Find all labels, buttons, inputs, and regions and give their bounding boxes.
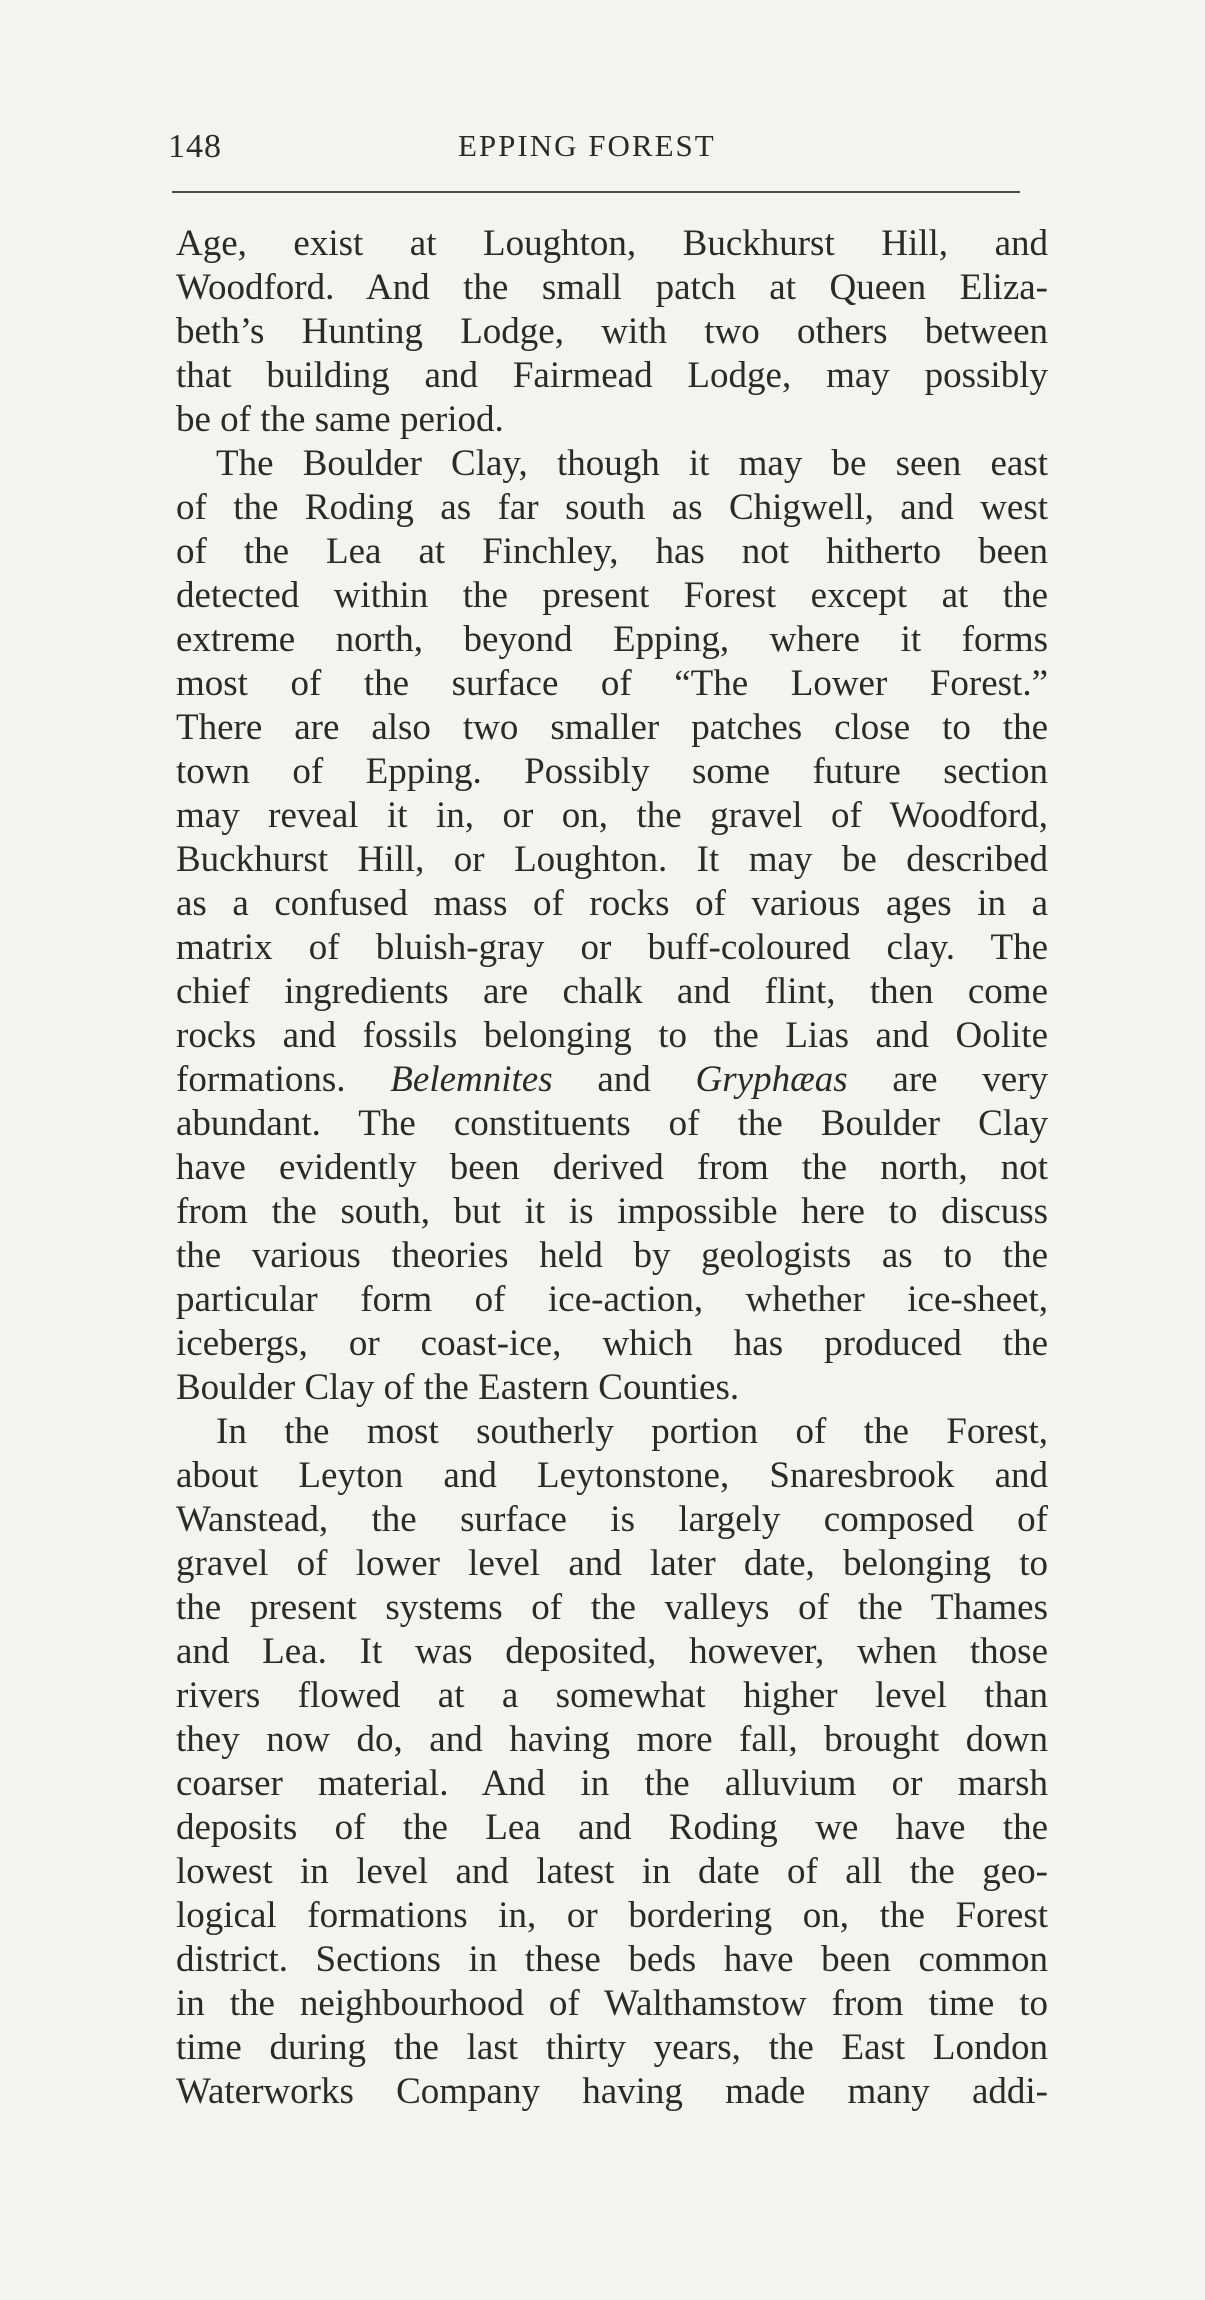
text-line: Boulder Clay of the Eastern Counties. xyxy=(176,1367,740,1408)
text-segment: formations. xyxy=(176,1059,346,1100)
text-line: most of the surface of “The Lower Forest.” xyxy=(176,663,1048,704)
text-line: of the Roding as far south as Chigwell, and west xyxy=(176,487,1048,528)
text-line: from the south, but it is impossible here to discuss xyxy=(176,1191,1048,1232)
text-line: be of the same period. xyxy=(176,399,504,440)
text-line: town of Epping. Possibly some future section xyxy=(176,751,1048,792)
text-line: may reveal it in, or on, the gravel of Woodford, xyxy=(176,795,1048,836)
text-line: district. Sections in these beds have been common xyxy=(176,1939,1048,1980)
text-line: deposits of the Lea and Roding we have the xyxy=(176,1807,1048,1848)
text-line: they now do, and having more fall, brought down xyxy=(176,1719,1048,1760)
text-line: the present systems of the valleys of the Thames xyxy=(176,1587,1048,1628)
text-line: that building and Fairmead Lodge, may possibly xyxy=(176,355,1048,396)
text-line: icebergs, or coast-ice, which has produced the xyxy=(176,1323,1048,1364)
text-line: Age, exist at Loughton, Buckhurst Hill, and xyxy=(176,223,1048,264)
text-line: abundant. The constituents of the Boulder Clay xyxy=(176,1103,1048,1144)
italic-term-belemnites: Belemnites xyxy=(390,1059,553,1100)
header-rule xyxy=(172,191,1020,193)
text-line: as a confused mass of rocks of various ages in a xyxy=(176,883,1048,924)
text-line: detected within the present Forest except at the xyxy=(176,575,1048,616)
text-segment: and xyxy=(597,1059,651,1100)
text-line: matrix of bluish-gray or buff-coloured clay. The xyxy=(176,927,1048,968)
text-line: particular form of ice-action, whether ice-sheet, xyxy=(176,1279,1048,1320)
body-text xyxy=(176,222,1048,2114)
text-line: logical formations in, or bordering on, the Forest xyxy=(176,1895,1048,1936)
text-line: and Lea. It was deposited, however, when those xyxy=(176,1631,1048,1672)
text-line: Buckhurst Hill, or Loughton. It may be described xyxy=(176,839,1048,880)
text-line: beth’s Hunting Lodge, with two others between xyxy=(176,311,1048,352)
text-line: Waterworks Company having made many addi- xyxy=(176,2071,1048,2112)
text-line: extreme north, beyond Epping, where it forms xyxy=(176,619,1048,660)
italic-term-gryphaeas: Gryphæas xyxy=(695,1059,848,1100)
running-head xyxy=(168,128,1020,172)
text-line: Woodford. And the small patch at Queen Eliza- xyxy=(176,267,1048,308)
text-line: of the Lea at Finchley, has not hitherto been xyxy=(176,531,1048,572)
text-line: rivers flowed at a somewhat higher level than xyxy=(176,1675,1048,1716)
text-segment: are very xyxy=(892,1059,1049,1100)
text-line: gravel of lower level and later date, belonging to xyxy=(176,1543,1048,1584)
text-line: the various theories held by geologists as to the xyxy=(176,1235,1048,1276)
text-line: time during the last thirty years, the East London xyxy=(176,2027,1048,2068)
text-line: coarser material. And in the alluvium or marsh xyxy=(176,1763,1048,1804)
text-line-with-italics xyxy=(176,1058,1048,1102)
text-line: There are also two smaller patches close to the xyxy=(176,707,1048,748)
text-line: rocks and fossils belonging to the Lias and Oolite xyxy=(176,1015,1048,1056)
text-line: in the neighbourhood of Walthamstow from time to xyxy=(176,1983,1048,2024)
text-line: lowest in level and latest in date of all the geo- xyxy=(176,1851,1048,1892)
page-number: 148 xyxy=(168,128,222,165)
text-line: chief ingredients are chalk and flint, then come xyxy=(176,971,1048,1012)
running-title: EPPING FOREST xyxy=(458,128,716,163)
text-line: about Leyton and Leytonstone, Snaresbrook and xyxy=(176,1455,1048,1496)
text-line: The Boulder Clay, though it may be seen east xyxy=(216,443,1048,484)
text-line: Wanstead, the surface is largely composed of xyxy=(176,1499,1048,1540)
text-line: In the most southerly portion of the Forest, xyxy=(216,1411,1048,1452)
text-line: have evidently been derived from the north, not xyxy=(176,1147,1048,1188)
